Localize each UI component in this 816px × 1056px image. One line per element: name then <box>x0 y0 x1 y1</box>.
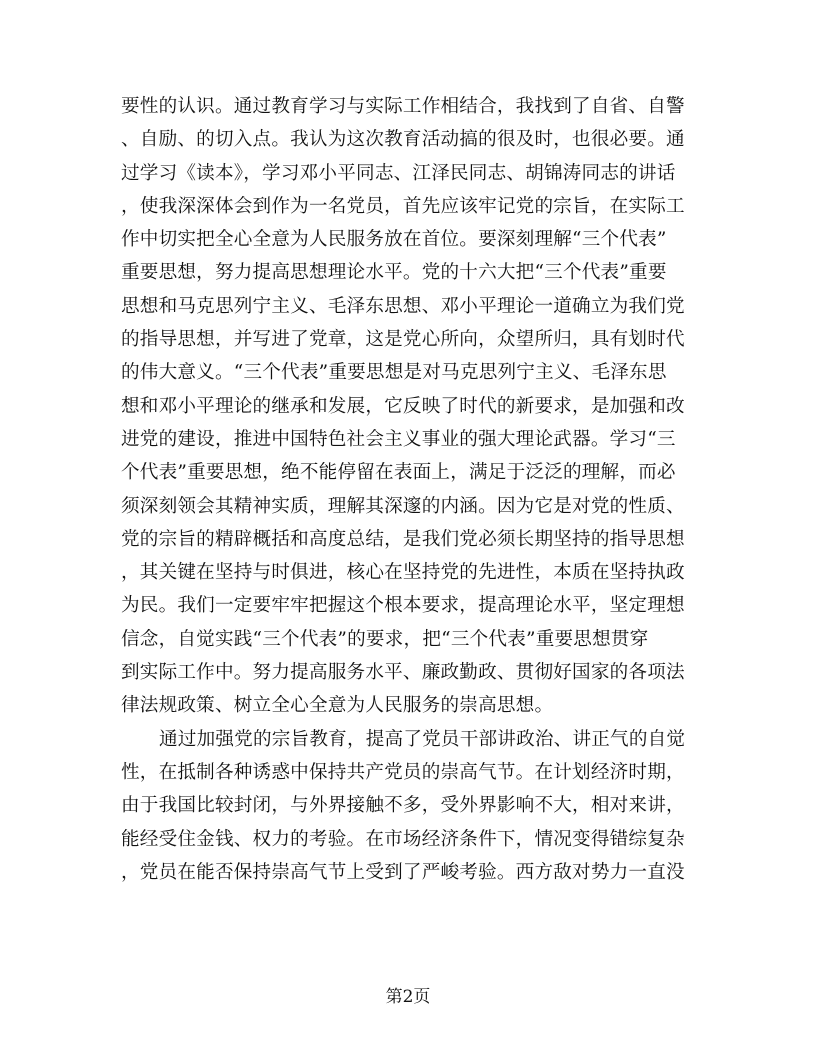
text-line: 性，在抵制各种诱惑中保持共产党员的崇高气节。在计划经济时期， <box>121 761 685 783</box>
page-number: 第2页 <box>385 987 431 1007</box>
text-line: 想和邓小平理论的继承和发展，它反映了时代的新要求，是加强和改 <box>121 395 685 417</box>
text-line: 作中切实把全心全意为人民服务放在首位。要深刻理解“三个代表” <box>121 229 667 251</box>
text-line: 思想和马克思列宁主义、毛泽东思想、邓小平理论一道确立为我们党 <box>121 295 685 317</box>
text-line: 的伟大意义。“三个代表”重要思想是对马克思列宁主义、毛泽东思 <box>121 362 667 384</box>
text-line: 党的宗旨的精辟概括和高度总结，是我们党必须长期坚持的指导思想 <box>121 528 685 550</box>
text-line: 重要思想，努力提高思想理论水平。党的十六大把“三个代表”重要 <box>121 262 667 284</box>
text-line: 过学习《读本》，学习邓小平同志、江泽民同志、胡锦涛同志的讲话 <box>121 162 676 184</box>
paragraph-first-line: 通过加强党的宗旨教育，提高了党员干部讲政治、讲正气的自觉 <box>159 728 686 750</box>
text-line: 能经受住金钱、权力的考验。在市场经济条件下，情况变得错综复杂 <box>121 828 685 850</box>
text-line: ，党员在能否保持崇高气节上受到了严峻考验。西方敌对势力一直没 <box>121 861 685 883</box>
text-line: 进党的建设，推进中国特色社会主义事业的强大理论武器。学习“三 <box>121 428 676 450</box>
text-line: ，其关键在坚持与时俱进，核心在坚持党的先进性，本质在坚持执政 <box>121 562 685 584</box>
text-line: 要性的认识。通过教育学习与实际工作相结合，我找到了自省、自警 <box>121 96 685 117</box>
body-text <box>121 90 695 889</box>
text-line: 由于我国比较封闭，与外界接触不多，受外界影响不大，相对来讲， <box>121 795 685 817</box>
text-line: 的指导思想，并写进了党章，这是党心所向，众望所归，具有划时代 <box>121 329 685 351</box>
text-line: 信念，自觉实践“三个代表”的要求，把“三个代表”重要思想贯穿 <box>121 628 649 650</box>
text-line: 须深刻领会其精神实质，理解其深邃的内涵。因为它是对党的性质、 <box>121 495 685 517</box>
text-line: 到实际工作中。努力提高服务水平、廉政勤政、贯彻好国家的各项法 <box>121 662 685 684</box>
text-line: 个代表”重要思想，绝不能停留在表面上，满足于泛泛的理解，而必 <box>121 462 676 484</box>
text-line: ，使我深深体会到作为一名党员，首先应该牢记党的宗旨，在实际工 <box>121 195 685 217</box>
text-line: 为民。我们一定要牢牢把握这个根本要求，提高理论水平，坚定理想 <box>121 595 685 617</box>
text-line: 律法规政策、树立全心全意为人民服务的崇高思想。 <box>121 695 554 717</box>
text-line: 、自励、的切入点。我认为这次教育活动搞的很及时，也很必要。通 <box>121 129 685 151</box>
